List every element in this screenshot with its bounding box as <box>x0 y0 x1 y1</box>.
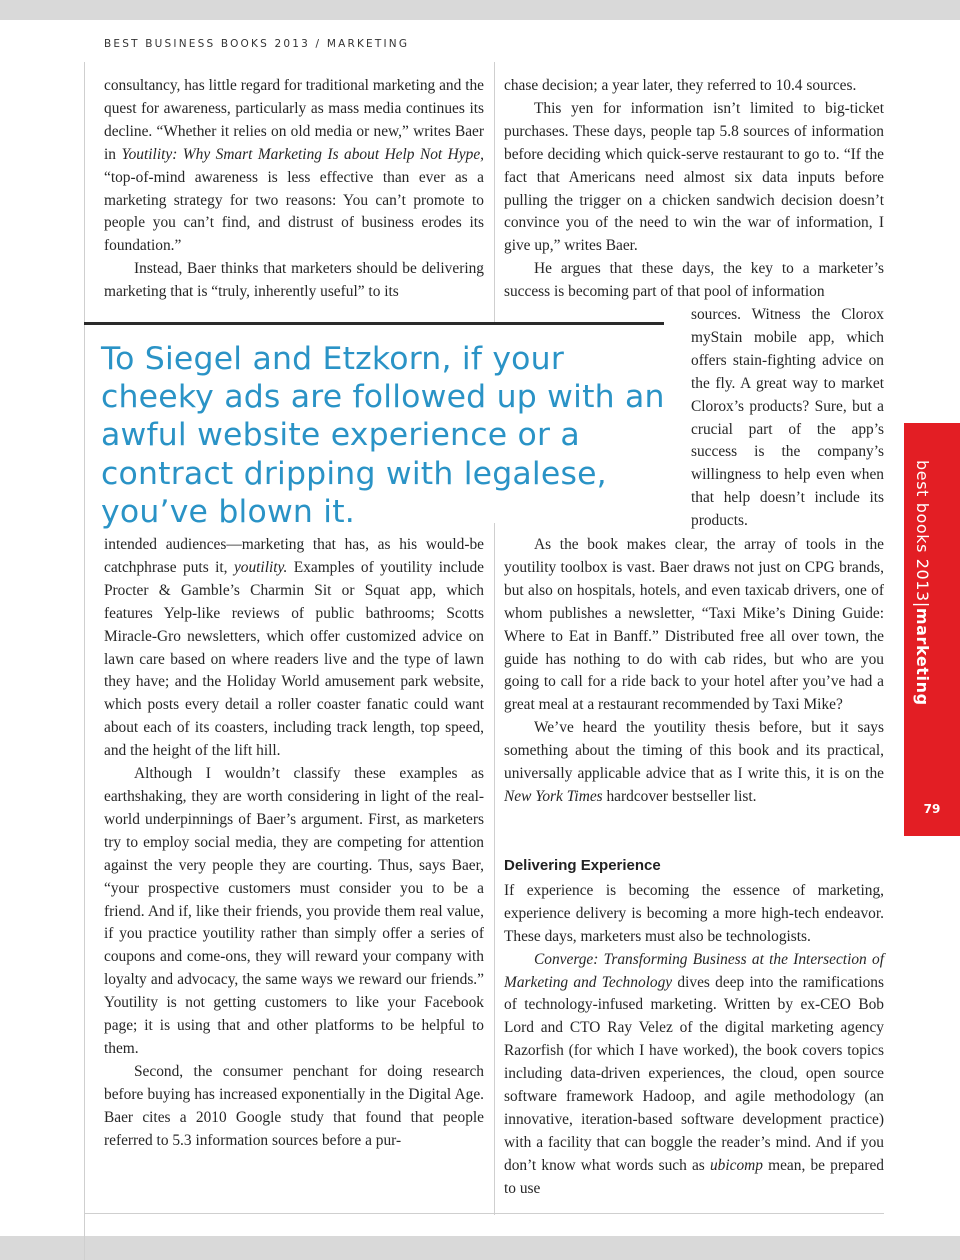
page-number: 79 <box>923 802 941 816</box>
paragraph: Instead, Baer thinks that marketers should be delivering marketing that is “truly, inherently useful” to its <box>104 260 484 301</box>
paragraph: chase decision; a year later, they referred to 10.4 sources. <box>504 77 857 94</box>
paragraph: He argues that these days, the key to a marketer’s success is becoming part of that pool of information <box>504 260 884 301</box>
column-2-top <box>504 75 884 304</box>
book-title: Converge: Transforming Business at the Intersection of Marketing and Technology <box>504 950 884 991</box>
paragraph: As the book makes clear, the array of tools in the youtility toolbox is vast. Baer draws not just on CPG brands, but also on hospitals, hotels, and even taxicab drivers, one of whom publishes a newsletter, “Taxi Mike’s Dining Guide: Where to Eat in Banff.” Distributed free all over town, the guide has nothing to do with cab rides, but who are you going to call for a ride back to your hotel after you’ve had a great meal at a restaurant recommended by Taxi Mike? <box>504 536 884 714</box>
section-tab-label: best books 2013|marketing <box>913 460 932 706</box>
paragraph: intended audiences—marketing that has, as his would-be catchphrase puts it, youtility. Examples of youtility include Procter & Gamble’s Charmin Sit or Squat app, which features Yelp-like reviews of public bathrooms; Scotts Miracle-Gro newsletters, which offer customized advice on lawn care based on where readers live and the type of lawn they have; and the Holiday World amusement park website, which posts every detail a roller coaster fanatic could want about each of its coasters, including track length, top speed, and the height of the lift hill. <box>104 536 484 760</box>
column-2-narrow <box>691 304 884 533</box>
bottom-rule <box>84 1213 884 1214</box>
paragraph: consultancy, has little regard for traditional marketing and the quest for awareness, particularly as mass media continues its decline. “Whether it relies on old media or new,” writes Baer in Youtility: Why Smart Marketing Is about Help Not Hype, “top-of-mind awareness is less effective than ever as a marketing strategy for two reasons: You can’t promote to people you can’t find, and distrust of business erodes its foundation.” <box>104 77 484 255</box>
paragraph: We’ve heard the youtility thesis before, but it says something about the timing of this book and its practical, universally applicable advice that as I write this, it is on the New York Times hardcover bestseller list. <box>504 719 884 805</box>
running-header: BEST BUSINESS BOOKS 2013 / MARKETING <box>104 38 410 50</box>
publication-name: New York Times <box>504 787 603 805</box>
paragraph: Converge: Transforming Business at the Intersection of Marketing and Technology dives deep into the ramifications of technology-infused marketing. Written by ex-CEO Bob Lord and CTO Ray Velez of the digital marketing agency Razorfish (for which I have worked), the book covers topics including data-driven experiences, the cloud, open source software framework Hadoop, and agile methodology (an innovative, iteration-based software development practice) with a facility that can boggle the reader’s mind. And if you don’t know what words such as ubicomp mean, be prepared to use <box>504 950 884 1197</box>
column-1-bottom <box>104 534 484 1152</box>
column-divider-top <box>494 62 495 322</box>
paragraph: This yen for information isn’t limited to big-ticket purchases. These days, people tap 5.8 sources of information before deciding which quick-serve restaurant to go to. “If the fact that Americans need almost six data inputs before pulling the trigger on a chicken sandwich decision doesn’t convince you of the need to win the war of information, I give up,” writes Baer. <box>504 99 884 255</box>
emphasis: ubicomp <box>709 1156 763 1174</box>
pull-quote-rule <box>84 322 664 325</box>
emphasis: youtility. <box>233 558 288 576</box>
section-subhead: Delivering Experience <box>504 857 661 874</box>
paragraph: Although I wouldn’t classify these examples as earthshaking, they are worth considering in light of the real-world underpinnings of Baer’s argument. First, as marketers try to employ social media, they are competing for attention against the very people they are courting. Thus, says Baer, “your prospective customers must consider you to be a friend. And if, like their friends, you provide them real value, if you practice youtility rather than simply offer a series of coupons and come-ons, they will reward your company with loyalty and advocacy, the same ways we reward our friends.” Youtility is not getting customers to like your Facebook page; it is using that and other platforms to be helpful to them. <box>104 765 484 1057</box>
pull-quote: To Siegel and Etzkorn, if your cheeky ads are followed up with an awful website experience or a contract dripping with legalese, you’ve blown it. <box>101 341 665 530</box>
book-title: Youtility: Why Smart Marketing Is about Help Not Hype, <box>121 145 484 163</box>
left-margin-rule <box>84 62 85 1260</box>
paragraph: sources. Witness the Clorox myStain mobile app, which offers stain-fighting advice on the fly. A great way to market Clorox’s products? Sure, but a crucial part of the app’s success is the company’s willingness to help even when that help doesn’t include its products. <box>691 306 884 530</box>
paragraph: Second, the consumer penchant for doing research before buying has increased exponentially in the Digital Age. Baer cites a 2010 Google study that found that people referred to 5.3 information sources before a pur- <box>104 1062 484 1149</box>
column-divider-bottom <box>494 523 495 1215</box>
paragraph: If experience is becoming the essence of marketing, experience delivery is becoming a more high-tech endeavor. These days, marketers must also be technologists. <box>504 881 884 945</box>
column-1-top <box>104 75 484 304</box>
column-2-bottom <box>504 855 884 1201</box>
column-2-middle <box>504 534 884 809</box>
